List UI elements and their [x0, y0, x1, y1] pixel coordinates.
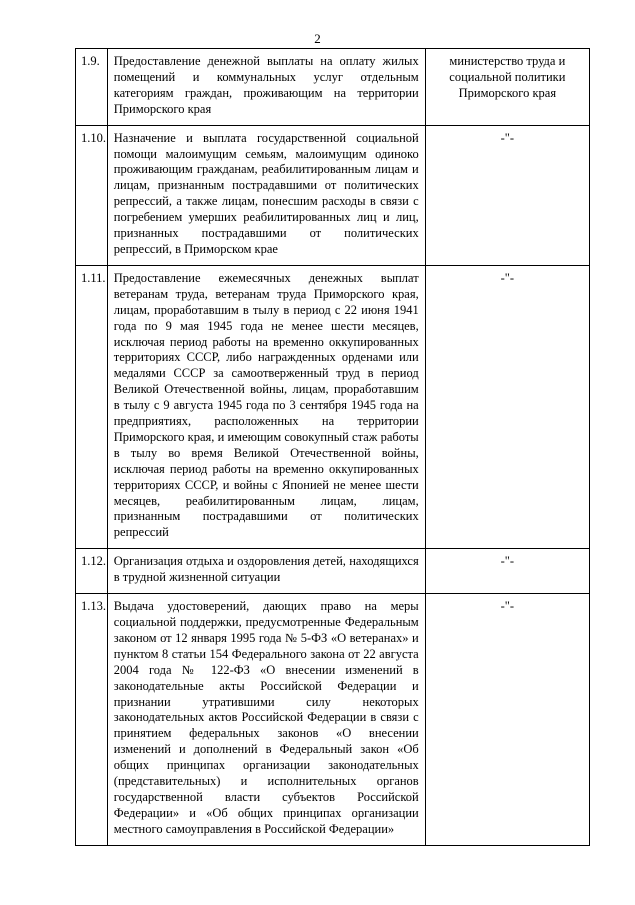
measure-description: Выдача удостоверений, дающих право на меры социальной поддержки, предусмотренные Федеральным законом от 12 января 1995 года № 5-ФЗ «О ветеранах» и пунктом 8 статьи 154 Федерального закона от 22 августа 2004 года № 122-ФЗ «О внесении изменений в законодательные акты Российской Федерации и признании утратившими силу некоторых законодательных актов Российской Федерации в связи с принятием федеральных законов «О внесении изменений и дополнений в Федеральный закон «Об общих принципах организации законодательных (представительных) и исполнительных органов государственной власти субъектов Российской Федерации» и «Об общих принципах организации местного самоуправления в Российской Федерации»: [107, 594, 425, 846]
responsible-authority: -"-: [425, 265, 589, 548]
measure-description: Назначение и выплата государственной социальной помощи малоимущим семьям, малоимущим одиноко проживающим гражданам, реабилитированным лицам и лицам, признанным пострадавшими от политических репрессий, а также лицам, понесшим расходы в связи с погребением умерших реабилитированных лиц и лиц, признанных пострадавшими от политических репрессий, в Приморском крае: [107, 125, 425, 265]
responsible-authority: -"-: [425, 549, 589, 594]
measure-description: Организация отдыха и оздоровления детей, находящихся в трудной жизненной ситуации: [107, 549, 425, 594]
row-number: 1.10.: [76, 125, 108, 265]
responsible-authority: министерство труда и социальной политики Приморского края: [425, 49, 589, 126]
table-row: [76, 125, 590, 265]
table-row: [76, 549, 590, 594]
responsible-authority: -"-: [425, 125, 589, 265]
row-number: 1.11.: [76, 265, 108, 548]
measure-description: Предоставление ежемесячных денежных выплат ветеранам труда, ветеранам труда Приморского края, лицам, проработавшим в тылу в период с 22 июня 1941 года по 9 мая 1945 года не менее шести месяцев, исключая период работы на временно оккупированных территориях СССР, либо награжденных орденами или медалями СССР за самоотверженный труд в период Великой Отечественной войны, лицам, проработавшим в тылу с 9 августа 1945 года по 3 сентября 1945 года на предприятиях, расположенных на территории Приморского края, и имеющим совокупный стаж работы в тылу во время Великой Отечественной войны, исключая период работы на временно оккупированных территориях СССР, и войны с Японией не менее шести месяцев, реабилитированным лицам, лицам, признанным пострадавшими от политических репрессий: [107, 265, 425, 548]
measures-table: [75, 48, 590, 846]
table-row: [76, 265, 590, 548]
page-number: 2: [314, 31, 321, 46]
responsible-authority: -"-: [425, 594, 589, 846]
measure-description: Предоставление денежной выплаты на оплату жилых помещений и коммунальных услуг отдельным категориям граждан, проживающим на территории Приморского края: [107, 49, 425, 126]
row-number: 1.12.: [76, 549, 108, 594]
table-row: [76, 594, 590, 846]
table-row: [76, 49, 590, 126]
row-number: 1.9.: [76, 49, 108, 126]
row-number: 1.13.: [76, 594, 108, 846]
